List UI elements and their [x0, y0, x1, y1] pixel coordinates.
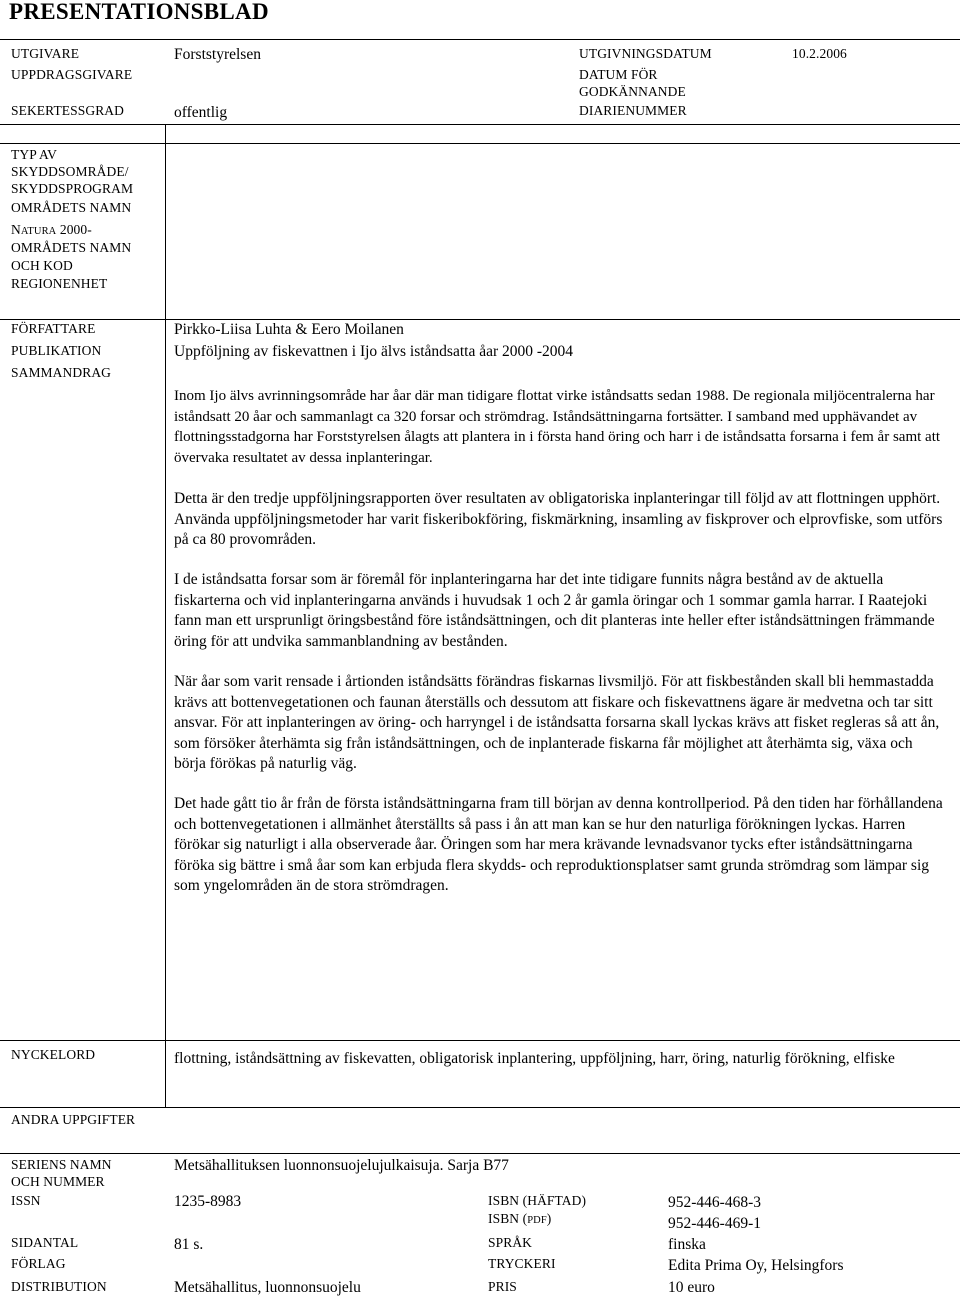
utgivare-label: UTGIVARE: [11, 46, 80, 61]
typ-label-2: SKYDDSOMRÅDE/: [11, 164, 129, 179]
seriens-namn-label: SERIENS NAMN: [11, 1157, 112, 1172]
column-divider: [165, 124, 166, 320]
summary-paragraph-3: I de iståndsatta forsar som är föremål för inplanteringarna har det inte tidigare funnits några bestånd av de aktuella fiskarterna och vid inplanteringarna används i huvudsak 1 och 2 år gamla öringar och 1 sommar gamla harrar. I Raatejoki fann man ett ursprunligt öringsbestånd före iståndsättningen, och dit planteras inte heller efter iståndsättningen främmande öring för att undvika sammanblandning av bestånden.: [174, 571, 935, 650]
isbn-pdf-label: ISBN (PDF): [488, 1211, 552, 1226]
divider: [0, 143, 960, 144]
issn-label: ISSN: [11, 1193, 41, 1208]
summary-paragraph-5: Det hade gått tio år från de första iståndsättningarna fram till början av denna kontrollperiod. På den tiden har förhållandena och bottenvegetationen i allmänhet återställts så pass i ån att man kan se hur den naturliga förökningen lyckas. Harren förökar sig naturligt i alla observerade åar. Öringen som har mera krävande levnadsvanor tycks efter iståndsättningarna föröka sig bättre i små åar som kan erbjuda flera skydds- och reproduktionsplatser samt grunda strömdrag som lämpar sig som yngelområden än de stora strömdragen.: [174, 795, 943, 895]
isbn-haftad-label: ISBN (HÄFTAD): [488, 1193, 587, 1208]
nyckelord-label: NYCKELORD: [11, 1047, 96, 1062]
regionenhet-label: REGIONENHET: [11, 276, 108, 291]
pris-label: PRIS: [488, 1279, 517, 1294]
summary-paragraph-4: När åar som varit rensade i årtionden iståndsätts förändras fiskarnas livsmiljö. För att fiskbestånden skall bli hemmastadda krävs att bottenvegetationen och faunan återställs och dessutom att fiskare och fiskevattnens ägare är medvetna och tar sitt ansvar. För att inplanteringen av öring- och harryngel i de iståndsatta forsarna skall lyckas krävs att fisket regleras så att ån, som försöker återhämta sig från iståndsättningen, och de inplanterade fiskarna får möjlighet att återhämta sig, växa och börja förökas på naturlig väg.: [174, 673, 940, 773]
sidantal-label: SIDANTAL: [11, 1235, 79, 1250]
tryckeri-label: TRYCKERI: [488, 1256, 556, 1271]
summary-paragraph-1: Inom Ijo älvs avrinningsområde har åar där man tidigare flottat virke iståndsatts sedan 1988. De regionala miljöcentralerna har iståndsatt 20 åar och sammanlagt ca 320 forsar och strömdrag. Iståndsättningarna fortsätter. I samband med upphävandet av flottningsstadgorna har Forststyrelsen ålagts att plantera in i första hand öring och harr i de iståndsatta forsarna i fem år samt att övervaka resultatet av dessa inplanteringar.: [174, 388, 941, 466]
issn-value: 1235-8983: [174, 1193, 242, 1210]
typ-label-3: SKYDDSPROGRAM: [11, 181, 134, 196]
distribution-value: Metsähallitus, luonnonsuojelu: [174, 1279, 361, 1296]
seriens-namn-value: Metsähallituksen luonnonsuojelujulkaisuja. Sarja B77: [174, 1157, 509, 1174]
summary-paragraph-2: Detta är den tredje uppföljningsrapporten över resultaten av obligatoriska inplanteringar till följd av att flottningen upphört. Använda uppföljningsmetoder har varit fiskeribokföring, fiskmärkning, insamling av fiskprover och elprovfiske, som utförs på ca 80 provområden.: [174, 490, 943, 549]
forfattare-value: Pirkko-Liisa Luhta & Eero Moilanen: [174, 321, 404, 338]
nyckelord-value: flottning, iståndsättning av fiskevatten, obligatorisk inplantering, uppföljning, harr, öring, naturlig förökning, elfiske: [174, 1050, 895, 1067]
column-divider: [165, 1040, 166, 1108]
utgivningsdatum-value: 10.2.2006: [792, 46, 847, 61]
omradets-namn-label: OMRÅDETS NAMN: [11, 200, 132, 215]
sammandrag-label: SAMMANDRAG: [11, 365, 112, 380]
divider: [0, 319, 960, 320]
divider: [0, 1040, 960, 1041]
sidantal-value: 81 s.: [174, 1236, 204, 1253]
page-title: PRESENTATIONSBLAD: [9, 0, 269, 24]
seriens-namn-label-2: OCH NUMMER: [11, 1174, 105, 1189]
forlag-label: FÖRLAG: [11, 1256, 66, 1271]
divider: [0, 124, 960, 125]
datum-godkannande-label: DATUM FÖR: [579, 67, 658, 82]
sprak-value: finska: [668, 1236, 706, 1253]
pris-value: 10 euro: [668, 1279, 715, 1296]
utgivningsdatum-label: UTGIVNINGSDATUM: [579, 46, 712, 61]
publikation-value: Uppföljning av fiskevattnen i Ijo älvs iståndsatta åar 2000 -2004: [174, 343, 574, 360]
sprak-label: SPRÅK: [488, 1235, 533, 1250]
natura-label: NATURA 2000-: [11, 222, 92, 237]
andra-uppgifter-label: ANDRA UPPGIFTER: [11, 1112, 136, 1127]
divider: [0, 1153, 960, 1154]
column-divider: [165, 319, 166, 1041]
natura-label-2: OMRÅDETS NAMN: [11, 240, 132, 255]
typ-label-1: TYP AV: [11, 147, 57, 162]
publikation-label: PUBLIKATION: [11, 343, 102, 358]
diarienummer-label: DIARIENUMMER: [579, 103, 687, 118]
isbn-haftad-value: 952-446-468-3: [668, 1194, 761, 1211]
forfattare-label: FÖRFATTARE: [11, 321, 96, 336]
sekretessgrad-label: SEKERTESSGRAD: [11, 103, 125, 118]
tryckeri-value: Edita Prima Oy, Helsingfors: [668, 1257, 844, 1274]
divider: [0, 39, 960, 40]
datum-godkannande-label-2: GODKÄNNANDE: [579, 84, 686, 99]
distribution-label: DISTRIBUTION: [11, 1279, 107, 1294]
isbn-pdf-value: 952-446-469-1: [668, 1215, 761, 1232]
utgivare-value: Forststyrelsen: [174, 46, 261, 63]
sekretessgrad-value: offentlig: [174, 104, 228, 121]
divider: [0, 1107, 960, 1108]
uppdragsgivare-label: UPPDRAGSGIVARE: [11, 67, 133, 82]
natura-label-3: OCH KOD: [11, 258, 73, 273]
